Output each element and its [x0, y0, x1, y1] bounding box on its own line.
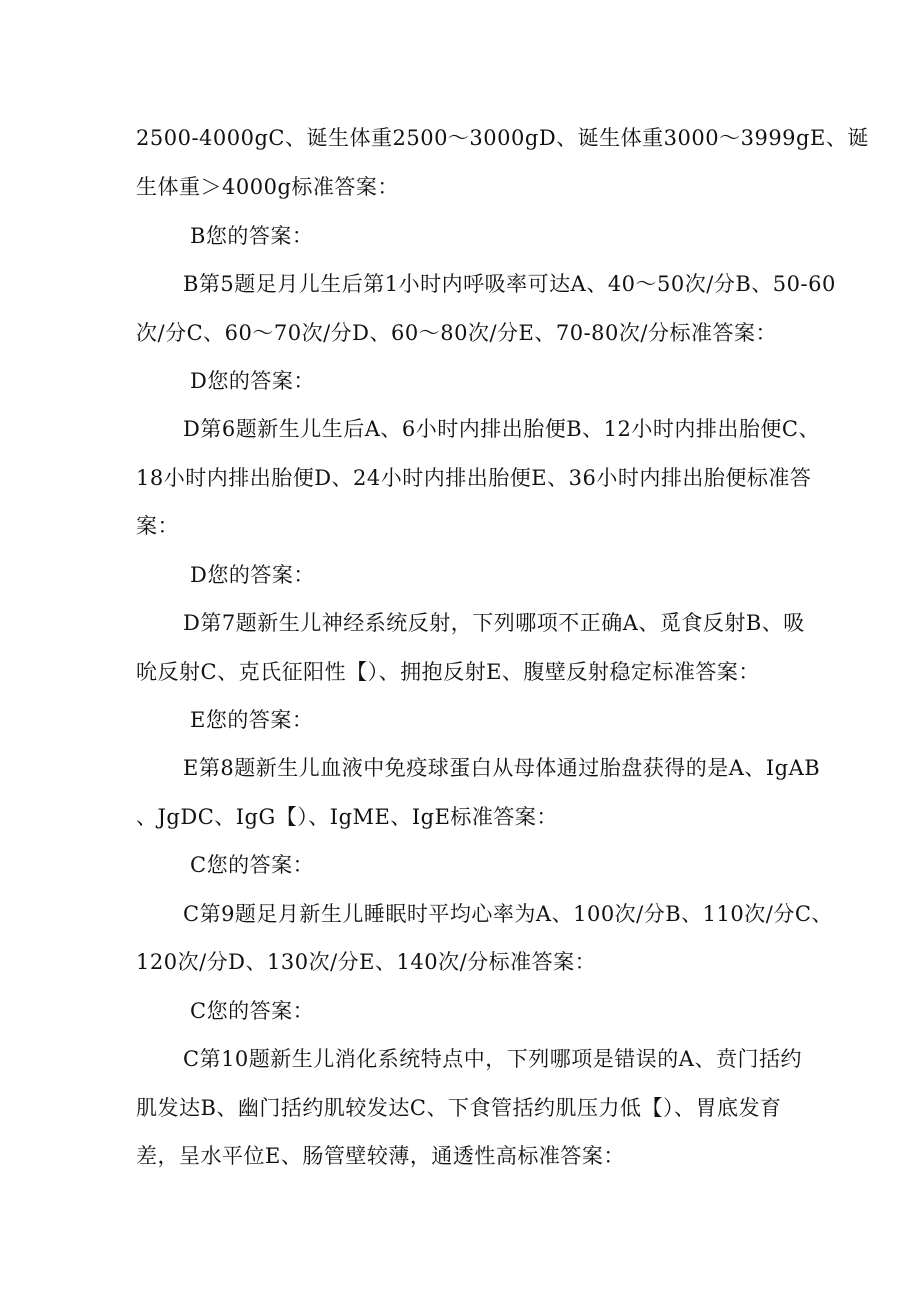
text-line: 吮反射C、克氏征阳性【）、拥抱反射E、腹壁反射稳定标准答案：: [136, 660, 760, 684]
text-line: 差，呈水平位E、肠管壁较薄，通透性高标准答案：: [136, 1144, 625, 1168]
your-answer-label: D您的答案：: [190, 369, 315, 393]
question-line: D第7题新生儿神经系统反射，下列哪项不正确A、觅食反射B、吸: [183, 611, 805, 635]
text-line: 、JgDC、IgG【）、IgME、IgE标准答案：: [136, 805, 558, 829]
text-line: 18小时内排出胎便D、24小时内排出胎便E、36小时内排出胎便标准答: [136, 466, 812, 490]
your-answer-label: B您的答案：: [190, 224, 314, 248]
text-line: 120次/分D、130次/分E、140次/分标准答案：: [136, 950, 597, 974]
question-line: C第10题新生儿消化系统特点中，下列哪项是错误的A、贲门括约: [183, 1047, 802, 1071]
your-answer-label: C您的答案：: [190, 853, 315, 877]
text-line: 生体重＞4000g标准答案：: [136, 175, 399, 199]
your-answer-label: D您的答案：: [190, 563, 315, 587]
question-line: B第5题足月儿生后第1小时内呼吸率可达A、40～50次/分B、50-60: [183, 272, 836, 296]
question-line: C第9题足月新生儿睡眠时平均心率为A、100次/分B、110次/分C、: [183, 902, 833, 926]
your-answer-label: E您的答案：: [190, 708, 314, 732]
text-line: 案：: [136, 514, 179, 538]
text-line: 2500-4000gC、诞生体重2500～3000gD、诞生体重3000～3999gE、诞: [136, 126, 869, 150]
your-answer-label: C您的答案：: [190, 999, 315, 1023]
text-line: 次/分C、60～70次/分D、60～80次/分E、70-80次/分标准答案：: [136, 321, 777, 345]
question-line: D第6题新生儿生后A、6小时内排出胎便B、12小时内排出胎便C、: [183, 417, 820, 441]
text-line: 肌发达B、幽门括约肌较发达C、下食管括约肌压力低【）、胃底发育: [136, 1096, 782, 1120]
question-line: E第8题新生儿血液中免疫球蛋白从母体通过胎盘获得的是A、IgAB: [183, 756, 821, 780]
